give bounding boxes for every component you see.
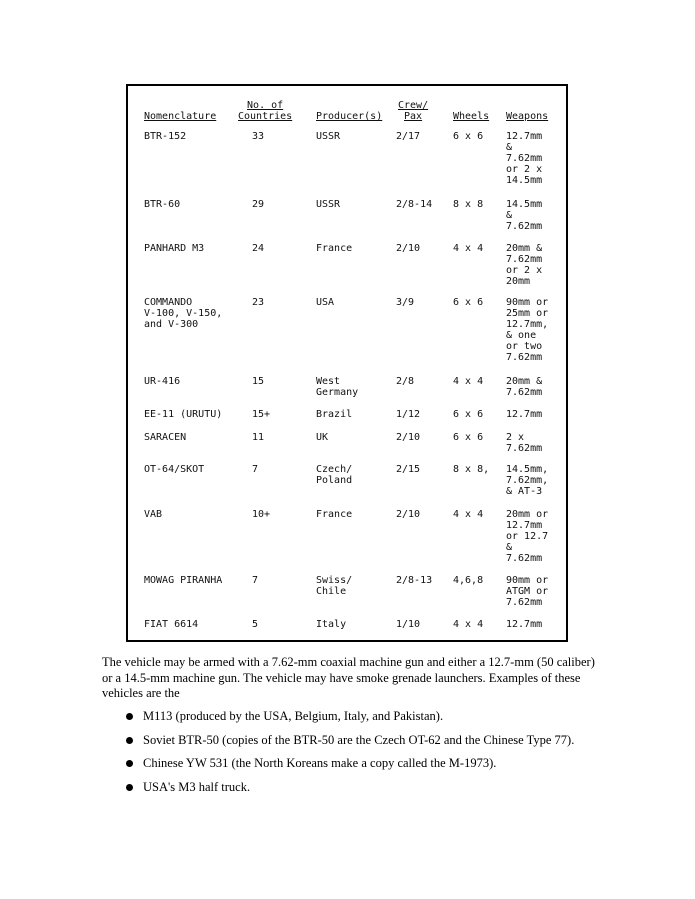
table-cell-producer: Brazil bbox=[316, 409, 353, 420]
table-cell-countries: 15 bbox=[252, 376, 265, 387]
bullet-icon bbox=[126, 760, 133, 767]
table-cell-weapons: 12.7mm & 7.62mm or 2 x 14.5mm bbox=[506, 131, 543, 186]
table-cell-crew-pax: 2/8-13 bbox=[396, 575, 433, 586]
table-cell-crew-pax: 2/10 bbox=[396, 509, 421, 520]
bullet-icon bbox=[126, 713, 133, 720]
table-cell-wheels: 6 x 6 bbox=[453, 409, 484, 420]
table-cell-weapons: 20mm & 7.62mm bbox=[506, 376, 543, 398]
table-cell-crew-pax: 2/17 bbox=[396, 131, 421, 142]
table-cell-producer: West Germany bbox=[316, 376, 359, 398]
column-header-nomenclature: Nomenclature bbox=[144, 111, 217, 122]
list-item-text: Chinese YW 531 (the North Koreans make a copy called the M-1973). bbox=[143, 756, 497, 770]
list-item bbox=[126, 709, 596, 725]
table-cell-weapons: 12.7mm bbox=[506, 409, 543, 420]
table-cell-nomenclature: BTR-60 bbox=[144, 199, 181, 210]
table-cell-producer: France bbox=[316, 243, 353, 254]
table-cell-nomenclature: EE-11 (URUTU) bbox=[144, 409, 223, 420]
table-cell-crew-pax: 2/8-14 bbox=[396, 199, 433, 210]
table-cell-producer: Italy bbox=[316, 619, 347, 630]
table-cell-countries: 29 bbox=[252, 199, 265, 210]
list-item-text: Soviet BTR-50 (copies of the BTR-50 are the Czech OT-62 and the Chinese Type 77). bbox=[143, 732, 575, 747]
table-cell-weapons: 14.5mm & 7.62mm bbox=[506, 199, 543, 232]
table-cell-weapons: 20mm or 12.7mm or 12.7 & 7.62mm bbox=[506, 509, 549, 564]
table-cell-crew-pax: 1/10 bbox=[396, 619, 421, 630]
table-cell-nomenclature: COMMANDO V-100, V-150, and V-300 bbox=[144, 297, 223, 330]
table-cell-producer: France bbox=[316, 509, 353, 520]
bullet-list bbox=[126, 709, 596, 803]
table-cell-weapons: 12.7mm bbox=[506, 619, 543, 630]
table-cell-wheels: 8 x 8, bbox=[453, 464, 490, 475]
list-item bbox=[126, 756, 596, 772]
table-cell-producer: Swiss/ Chile bbox=[316, 575, 353, 597]
column-header-countries: No. of Countries bbox=[238, 100, 293, 122]
list-item bbox=[126, 780, 596, 796]
table-cell-nomenclature: SARACEN bbox=[144, 432, 187, 443]
table-cell-countries: 10+ bbox=[252, 509, 271, 520]
column-header-weapons: Weapons bbox=[506, 111, 549, 122]
table-cell-crew-pax: 1/12 bbox=[396, 409, 421, 420]
column-header-crew-pax: Crew/ Pax bbox=[398, 100, 429, 122]
table-cell-wheels: 4 x 4 bbox=[453, 376, 484, 387]
table-cell-crew-pax: 3/9 bbox=[396, 297, 415, 308]
table-cell-crew-pax: 2/15 bbox=[396, 464, 421, 475]
list-item-text: USA's M3 half truck. bbox=[143, 779, 251, 794]
body-paragraph: The vehicle may be armed with a 7.62-mm coaxial machine gun and either a 12.7-mm (50 caliber) or a 14.5-mm machine gun. The vehicle may have smoke grenade launchers. Examples of these vehicles are the bbox=[102, 655, 595, 700]
table-cell-crew-pax: 2/10 bbox=[396, 432, 421, 443]
table-cell-nomenclature: PANHARD M3 bbox=[144, 243, 205, 254]
table-cell-nomenclature: BTR-152 bbox=[144, 131, 187, 142]
table-cell-wheels: 4 x 4 bbox=[453, 509, 484, 520]
table-cell-producer: USSR bbox=[316, 199, 341, 210]
table-cell-nomenclature: UR-416 bbox=[144, 376, 181, 387]
table-cell-producer: UK bbox=[316, 432, 329, 443]
table-cell-weapons: 90mm or ATGM or 7.62mm bbox=[506, 575, 549, 608]
bullet-icon bbox=[126, 784, 133, 791]
table-cell-weapons: 20mm & 7.62mm or 2 x 20mm bbox=[506, 243, 543, 287]
table-cell-weapons: 2 x 7.62mm bbox=[506, 432, 543, 454]
table-cell-producer: Czech/ Poland bbox=[316, 464, 353, 486]
list-item-text: M113 (produced by the USA, Belgium, Italy, and Pakistan). bbox=[143, 709, 444, 723]
table-cell-wheels: 6 x 6 bbox=[453, 131, 484, 142]
table-cell-crew-pax: 2/10 bbox=[396, 243, 421, 254]
table-cell-weapons: 90mm or 25mm or 12.7mm, & one or two 7.62mm bbox=[506, 297, 549, 363]
table-cell-producer: USA bbox=[316, 297, 335, 308]
vehicle-table bbox=[126, 84, 568, 642]
table-cell-countries: 7 bbox=[252, 575, 259, 586]
table-cell-wheels: 6 x 6 bbox=[453, 297, 484, 308]
table-cell-countries: 15+ bbox=[252, 409, 271, 420]
table-cell-crew-pax: 2/8 bbox=[396, 376, 415, 387]
table-cell-weapons: 14.5mm, 7.62mm, & AT-3 bbox=[506, 464, 549, 497]
table-cell-producer: USSR bbox=[316, 131, 341, 142]
table-cell-nomenclature: OT-64/SKOT bbox=[144, 464, 205, 475]
table-cell-countries: 24 bbox=[252, 243, 265, 254]
table-cell-wheels: 8 x 8 bbox=[453, 199, 484, 210]
table-cell-nomenclature: FIAT 6614 bbox=[144, 619, 199, 630]
table-cell-countries: 5 bbox=[252, 619, 259, 630]
table-cell-wheels: 4 x 4 bbox=[453, 243, 484, 254]
table-cell-wheels: 6 x 6 bbox=[453, 432, 484, 443]
table-cell-nomenclature: VAB bbox=[144, 509, 163, 520]
column-header-producer: Producer(s) bbox=[316, 111, 383, 122]
list-item bbox=[126, 733, 596, 749]
column-header-wheels: Wheels bbox=[453, 111, 490, 122]
table-cell-nomenclature: MOWAG PIRANHA bbox=[144, 575, 223, 586]
bullet-icon bbox=[126, 737, 133, 744]
table-cell-wheels: 4,6,8 bbox=[453, 575, 484, 586]
table-cell-countries: 11 bbox=[252, 432, 265, 443]
table-cell-countries: 7 bbox=[252, 464, 259, 475]
table-cell-countries: 33 bbox=[252, 131, 265, 142]
table-cell-wheels: 4 x 4 bbox=[453, 619, 484, 630]
table-cell-countries: 23 bbox=[252, 297, 265, 308]
